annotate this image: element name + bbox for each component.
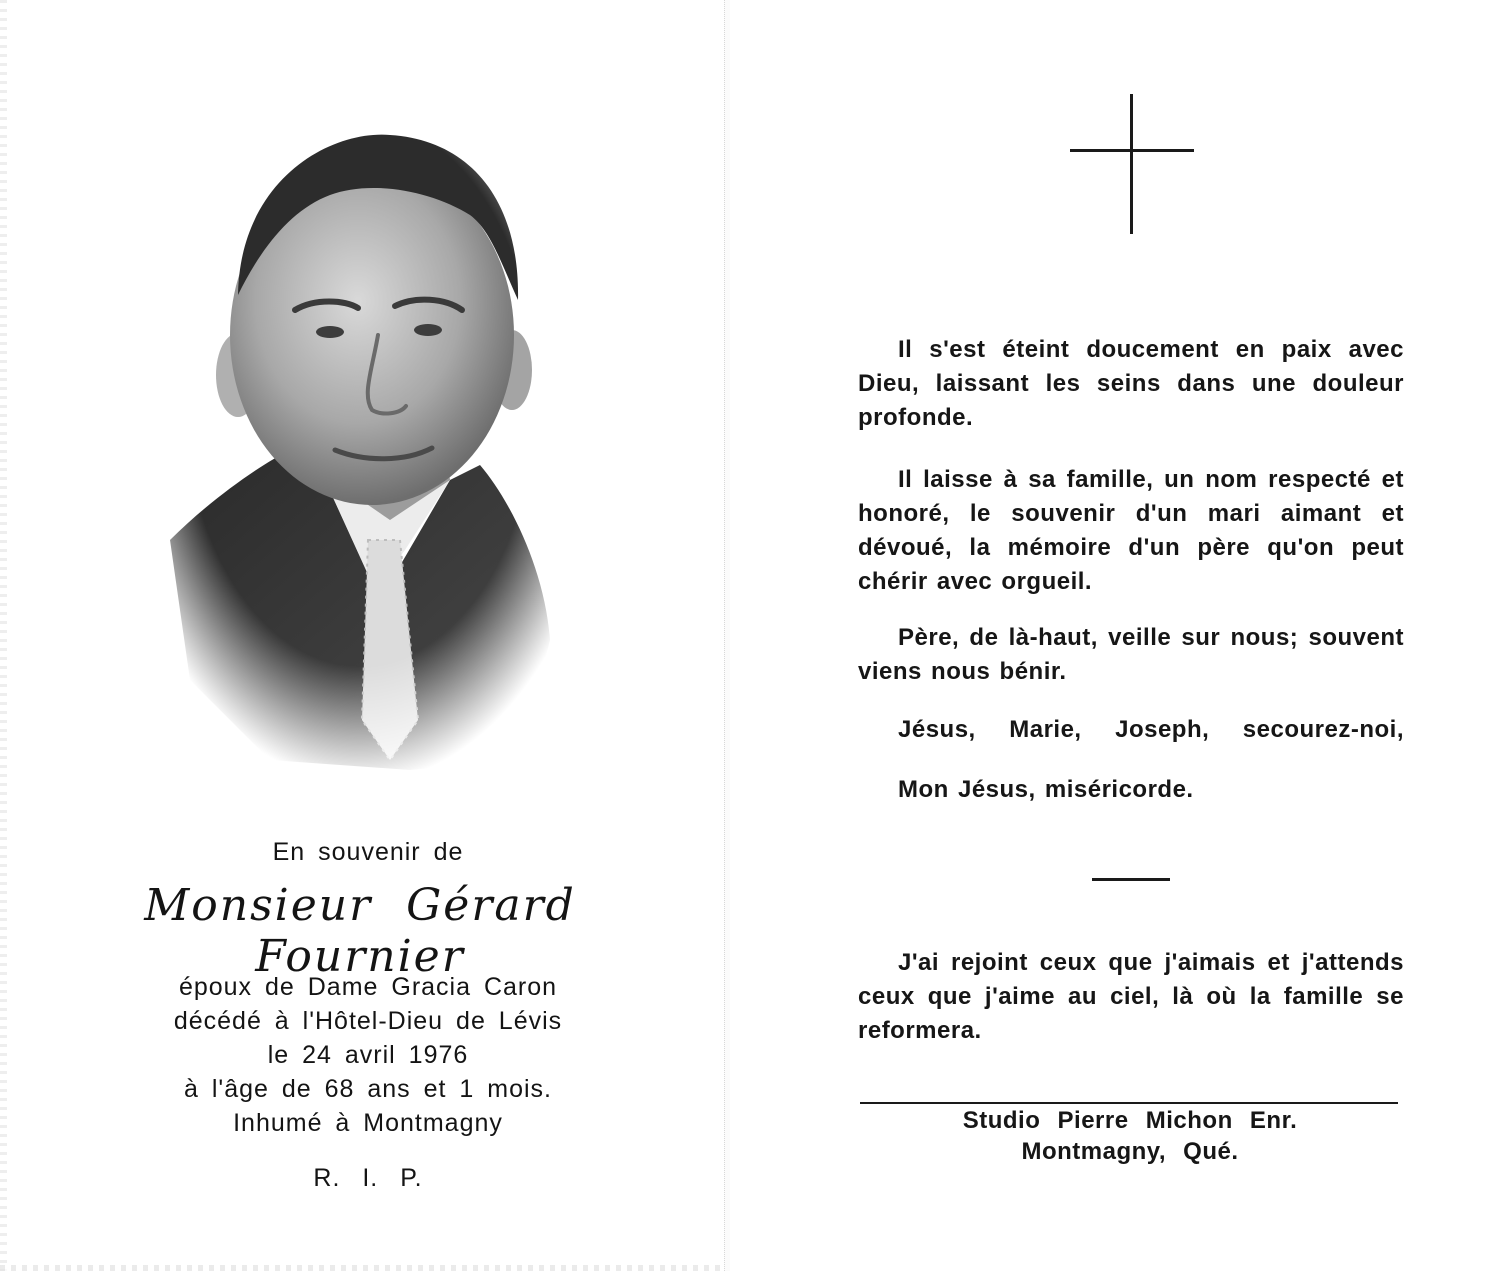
deceased-details	[118, 970, 618, 1140]
studio-rule	[860, 1102, 1398, 1104]
deckle-edge-bottom	[0, 1265, 724, 1271]
verse-father: Père, de là-haut, veille sur nous; souvent viens nous bénir.	[858, 624, 1404, 685]
detail-death-place: décédé à l'Hôtel-Dieu de Lévis	[173, 1007, 563, 1035]
memorial-card-back	[730, 0, 1500, 1271]
deceased-name: Monsieur Gérard Fournier	[144, 880, 576, 982]
in-memory-of-label: En souvenir de	[272, 838, 464, 866]
verse-mercy: Mon Jésus, miséricorde.	[898, 776, 1194, 803]
detail-burial-place: Inhumé à Montmagny	[233, 1109, 503, 1137]
detail-death-date: le 24 avril 1976	[267, 1041, 469, 1069]
verse-prayer: Jésus, Marie, Joseph, secourez-noi,	[898, 716, 1404, 743]
memorial-card-front	[0, 0, 724, 1271]
verse-peace: Il s'est éteint doucement en paix avec Dieu, laissant les seins dans une douleur profonde.	[858, 336, 1404, 431]
section-divider	[1092, 878, 1170, 881]
verse-family: Il laisse à sa famille, un nom respecté et honoré, le souvenir d'un mari aimant et dévoué, la mémoire d'un père qu'on peut chérir avec orgueil.	[858, 466, 1404, 595]
studio-city: Montmagny, Qué.	[1021, 1138, 1239, 1165]
portrait-photo	[150, 120, 570, 770]
detail-age: à l'âge de 68 ans et 1 mois.	[184, 1075, 552, 1103]
closing-verse: J'ai rejoint ceux que j'aimais et j'attends ceux que j'aime au ciel, là où la famille se reformera.	[858, 949, 1404, 1044]
detail-spouse: époux de Dame Gracia Caron	[178, 973, 558, 1001]
cross-icon	[1070, 94, 1194, 234]
rip-text: R. I. P.	[313, 1164, 423, 1192]
deckle-edge-left	[0, 0, 7, 1271]
studio-credit	[890, 1105, 1370, 1167]
studio-name: Studio Pierre Michon Enr.	[962, 1107, 1298, 1134]
